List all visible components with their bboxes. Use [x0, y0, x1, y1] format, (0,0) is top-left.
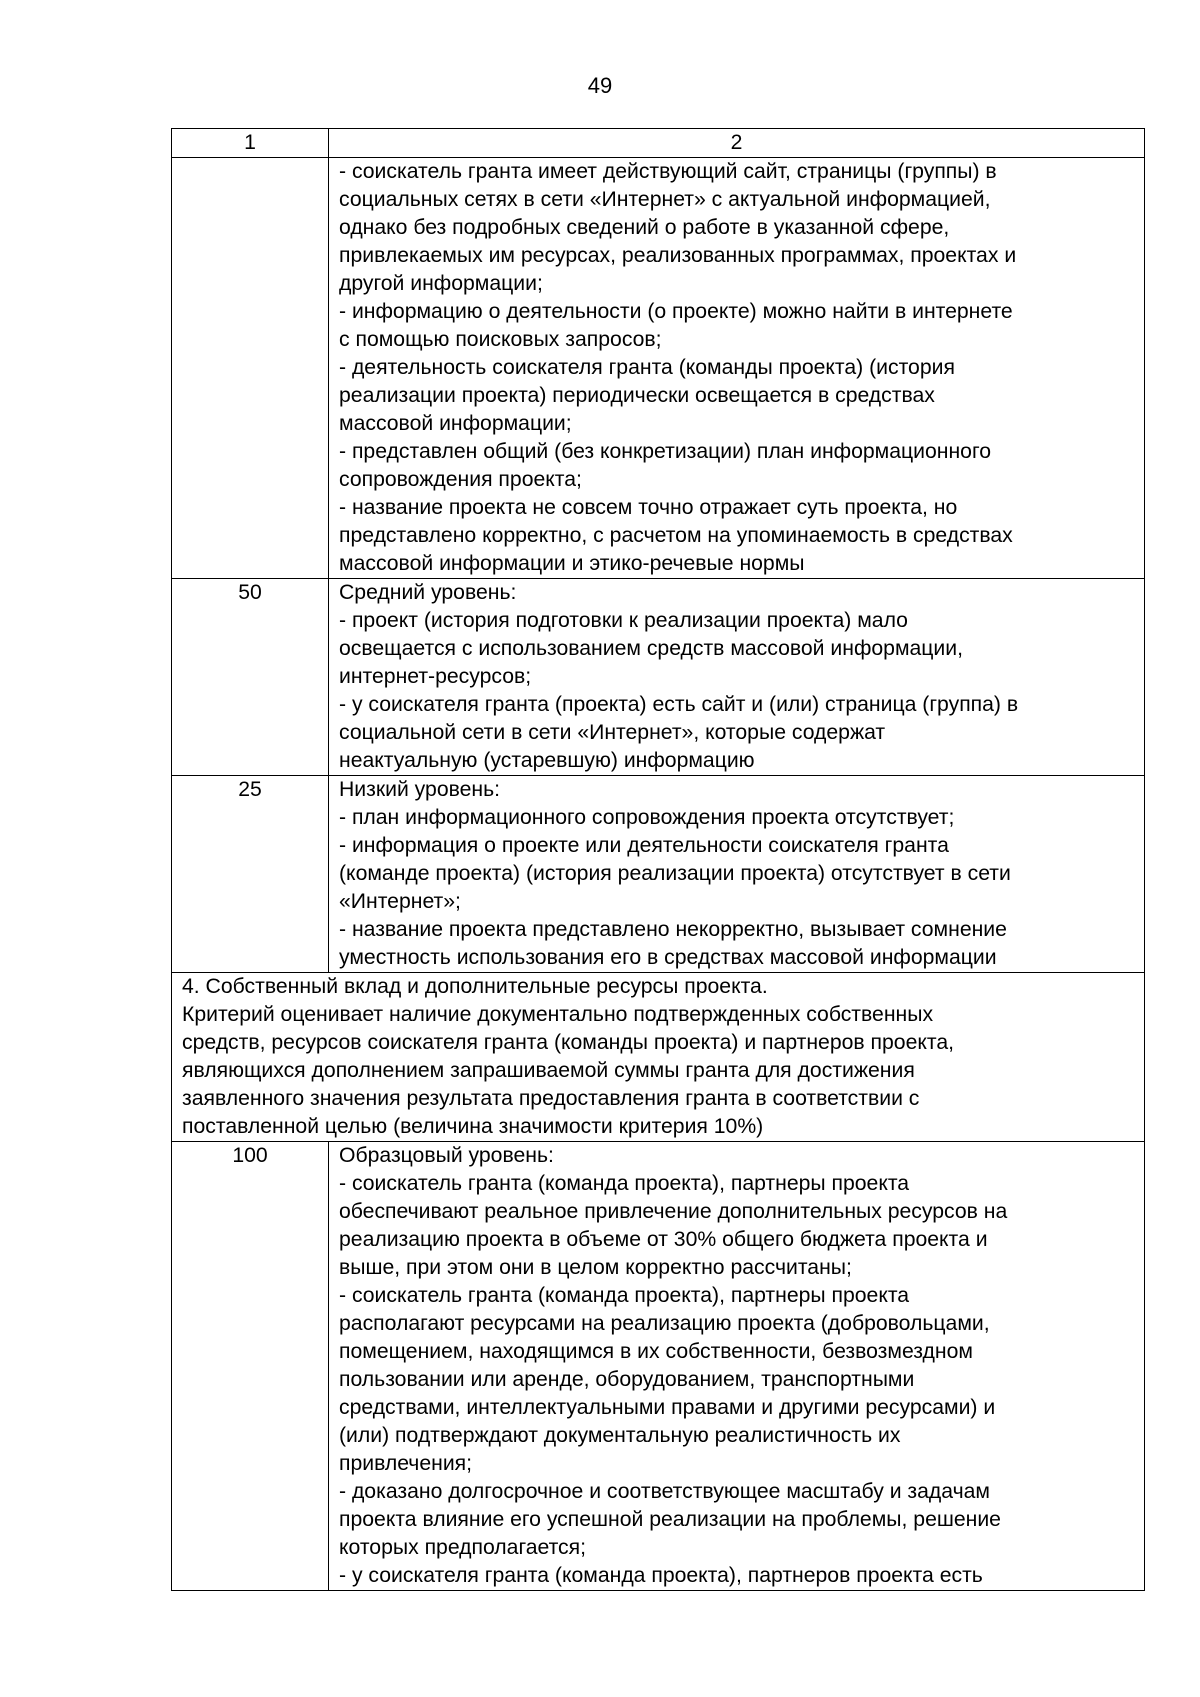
text-line: представлено корректно, с расчетом на упоминаемость в средствах [339, 524, 1013, 547]
text-line: социальной сети в сети «Интернет», которые содержат [339, 721, 886, 744]
text-line: освещается с использованием средств массовой информации, [339, 637, 963, 660]
text-line: привлечения; [339, 1452, 473, 1475]
text-line: другой информации; [339, 272, 543, 295]
table-row [172, 776, 1145, 973]
text-line: поставленной целью (величина значимости критерия 10%) [182, 1115, 764, 1138]
text-line: - название проекта не совсем точно отражает суть проекта, но [339, 496, 958, 519]
level-title: Средний уровень: [339, 581, 517, 604]
text-line: средств, ресурсов соискателя гранта (команды проекта) и партнеров проекта, [182, 1031, 954, 1054]
text-line: - доказано долгосрочное и соответствующее масштабу и задачам [339, 1480, 990, 1503]
description-cell [329, 1142, 1145, 1591]
text-line: заявленного значения результата предоставления гранта в соответствии с [182, 1087, 920, 1110]
text-line: Критерий оценивает наличие документально подтвержденных собственных [182, 1003, 934, 1026]
text-line: «Интернет»; [339, 890, 461, 913]
text-line: - у соискателя гранта (команда проекта), партнеров проекта есть [339, 1564, 983, 1587]
description-cell [329, 579, 1145, 776]
text-line: - информация о проекте или деятельности соискателя гранта [339, 834, 949, 857]
text-line: - у соискателя гранта (проекта) есть сайт и (или) страница (группа) в [339, 693, 1019, 716]
text-line: располагают ресурсами на реализацию проекта (добровольцами, [339, 1312, 990, 1335]
text-line: являющихся дополнением запрашиваемой суммы гранта для достижения [182, 1059, 915, 1082]
text-line: однако без подробных сведений о работе в указанной сфере, [339, 216, 950, 239]
page-number: 49 [587, 73, 613, 98]
text-line: - название проекта представлено некорректно, вызывает сомнение [339, 918, 1007, 941]
text-line: - проект (история подготовки к реализации проекта) мало [339, 609, 908, 632]
table-header-row [172, 129, 1145, 158]
text-line: неактуальную (устаревшую) информацию [339, 749, 755, 772]
text-line: проекта влияние его успешной реализации на проблемы, решение [339, 1508, 1001, 1531]
table-row [172, 158, 1145, 579]
text-line: интернет-ресурсов; [339, 665, 532, 688]
score-cell: 100 [172, 1142, 329, 1591]
text-line: - деятельность соискателя гранта (команды проекта) (история [339, 356, 955, 379]
text-line: реализацию проекта в объеме от 30% общего бюджета проекта и [339, 1228, 988, 1251]
text-line: пользовании или аренде, оборудованием, транспортными [339, 1368, 915, 1391]
text-line: массовой информации; [339, 412, 572, 435]
text-line: социальных сетях в сети «Интернет» с актуальной информацией, [339, 188, 991, 211]
text-line: которых предполагается; [339, 1536, 586, 1559]
description-cell [329, 158, 1145, 579]
text-line: реализации проекта) периодически освещается в средствах [339, 384, 935, 407]
text-line: помещением, находящимся в их собственности, безвозмездном [339, 1340, 973, 1363]
text-line: уместность использования его в средствах массовой информации [339, 946, 997, 969]
section-row [172, 973, 1145, 1142]
section-cell [172, 973, 1145, 1142]
header-cell-score: 1 [172, 129, 329, 158]
text-line: средствами, интеллектуальными правами и другими ресурсами) и [339, 1396, 996, 1419]
text-line: - план информационного сопровождения проекта отсутствует; [339, 806, 955, 829]
score-cell [172, 158, 329, 579]
score-cell: 50 [172, 579, 329, 776]
section-title: 4. Собственный вклад и дополнительные ресурсы проекта. [182, 975, 768, 998]
level-title: Образцовый уровень: [339, 1144, 554, 1167]
text-line: массовой информации и этико-речевые нормы [339, 552, 805, 575]
text-line: сопровождения проекта; [339, 468, 582, 491]
text-line: с помощью поисковых запросов; [339, 328, 662, 351]
text-line: - информацию о деятельности (о проекте) можно найти в интернете [339, 300, 1013, 323]
header-cell-description: 2 [329, 129, 1145, 158]
table-row [172, 579, 1145, 776]
text-line: (команде проекта) (история реализации проекта) отсутствует в сети [339, 862, 1011, 885]
text-line: - соискатель гранта (команда проекта), партнеры проекта [339, 1284, 910, 1307]
criteria-table [171, 128, 1145, 1591]
text-line: выше, при этом они в целом корректно рассчитаны; [339, 1256, 852, 1279]
description-cell [329, 776, 1145, 973]
level-title: Низкий уровень: [339, 778, 501, 801]
text-line: - соискатель гранта имеет действующий сайт, страницы (группы) в [339, 160, 997, 183]
text-line: обеспечивают реальное привлечение дополнительных ресурсов на [339, 1200, 1008, 1223]
table-row [172, 1142, 1145, 1591]
score-cell: 25 [172, 776, 329, 973]
text-line: привлекаемых им ресурсах, реализованных программах, проектах и [339, 244, 1017, 267]
text-line: - соискатель гранта (команда проекта), партнеры проекта [339, 1172, 910, 1195]
text-line: - представлен общий (без конкретизации) план информационного [339, 440, 991, 463]
text-line: (или) подтверждают документальную реалистичность их [339, 1424, 901, 1447]
